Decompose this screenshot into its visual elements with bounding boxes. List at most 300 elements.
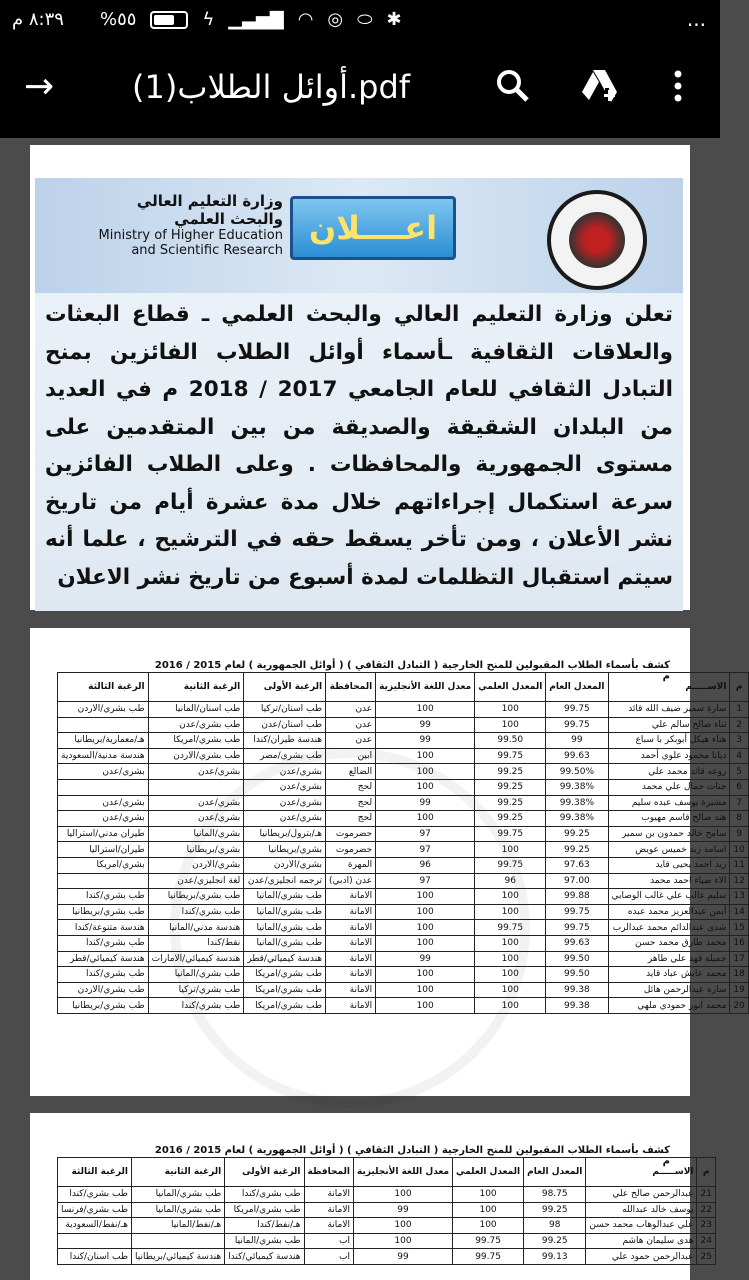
table-cell: طب بشري/امريكا <box>244 967 326 983</box>
table-cell: 99.38% <box>546 779 608 795</box>
table-cell: سامح خالد حمدون بن سمير <box>608 826 730 842</box>
table-cell: 100 <box>376 764 475 780</box>
column-header: الاســـــم <box>608 673 730 702</box>
table-cell: 100 <box>475 702 546 718</box>
table-cell: 7 <box>730 795 748 811</box>
table-cell: طب بشري/بريطانيا <box>58 904 149 920</box>
table-cell: 97.00 <box>546 873 608 889</box>
table-cell: 99.38% <box>546 811 608 827</box>
table-cell: 99.13 <box>524 1249 586 1265</box>
table-cell: 100 <box>376 748 475 764</box>
table-row <box>58 702 749 718</box>
table-cell: طب بشري/الاردن <box>148 748 244 764</box>
table-cell: المهرة <box>326 857 376 873</box>
table-cell: 99.38 <box>546 998 608 1014</box>
table-cell: جنات جمال علي محمد <box>608 779 730 795</box>
table-cell: 96 <box>376 857 475 873</box>
table-cell: 15 <box>730 920 748 936</box>
table-row <box>58 873 749 889</box>
table-cell: عدن <box>326 702 376 718</box>
table-cell: 97 <box>376 826 475 842</box>
table-cell: بشري/عدن <box>244 795 326 811</box>
table-row <box>58 904 749 920</box>
table-cell: طب اسنان/كندا <box>58 1249 132 1265</box>
table-cell: 100 <box>475 717 546 733</box>
table-row <box>58 717 749 733</box>
table-header-row <box>58 1158 716 1187</box>
table-cell: 6 <box>730 779 748 795</box>
announcement-banner <box>35 178 683 611</box>
table-cell: الامانة <box>326 935 376 951</box>
column-header: المحافظة <box>326 673 376 702</box>
wifi-icon: ◠ <box>297 9 314 30</box>
table-cell: 99.50% <box>546 764 608 780</box>
ministry-name-english-2: and Scientific Research <box>131 243 283 258</box>
table-cell: 24 <box>697 1233 715 1249</box>
table-cell: هندسة كيميائي/قطر <box>58 951 149 967</box>
table-row <box>58 811 749 827</box>
table-cell: طب بشري/المانيا <box>244 904 326 920</box>
table-cell: طب بشري/كندا <box>225 1187 304 1203</box>
table-cell: 17 <box>730 951 748 967</box>
column-header: الرغبة الأولى <box>225 1158 304 1187</box>
table-row <box>58 779 749 795</box>
table-cell: لحج <box>326 811 376 827</box>
table-cell: 100 <box>376 702 475 718</box>
table-cell: طيران مدني/استراليا <box>58 826 149 842</box>
table-row <box>58 1233 716 1249</box>
signal-icon: ▁▃▅▇ <box>228 9 284 30</box>
column-header: المحافظة <box>304 1158 353 1187</box>
table-cell: طب بشري/المانيا <box>244 920 326 936</box>
table-cell: 2 <box>730 717 748 733</box>
table-cell: 18 <box>730 967 748 983</box>
table-cell: 100 <box>376 998 475 1014</box>
table-cell: طب بشري/المانيا <box>148 967 244 983</box>
alarm-icon: ◎ <box>327 9 344 30</box>
table-cell: 4 <box>730 748 748 764</box>
table-cell <box>131 1233 224 1249</box>
table-cell: روعه قائد محمد علي <box>608 764 730 780</box>
app-bar <box>0 38 720 138</box>
table-cell: يوسف خالد عبدالله <box>586 1202 697 1218</box>
table-cell: طب بشري/تركيا <box>148 982 244 998</box>
table-cell <box>148 779 244 795</box>
table-cell: طب اسنان/تركيا <box>244 702 326 718</box>
table-header-row <box>58 673 749 702</box>
table-cell: طب بشري/كندا <box>58 967 149 983</box>
table-row <box>58 764 749 780</box>
table-cell: لغة انجليزي/عدن <box>148 873 244 889</box>
column-header: م <box>730 673 748 702</box>
table-cell: 25 <box>697 1249 715 1265</box>
table-cell: الاء ضياء احمد محمد <box>608 873 730 889</box>
table-row <box>58 1218 716 1234</box>
table-cell: طب بشري/المانيا <box>131 1187 224 1203</box>
table-cell: 20 <box>730 998 748 1014</box>
table-cell: طيران/استراليا <box>58 842 149 858</box>
table-cell: 100 <box>376 920 475 936</box>
table-cell: هـ/معمارية/بريطانيا <box>58 733 149 749</box>
table-cell: 100 <box>475 967 546 983</box>
table-cell: عدن <box>326 717 376 733</box>
table-cell: اب <box>304 1249 353 1265</box>
table-cell: هناء هيكل أبوبكر با سباع <box>608 733 730 749</box>
table-cell: 99.75 <box>546 920 608 936</box>
table-cell: زيد احمد يحيى قايد <box>608 857 730 873</box>
table-cell: 100 <box>376 811 475 827</box>
table-cell: اب <box>304 1233 353 1249</box>
table-cell: 99.38 <box>546 982 608 998</box>
table-cell: 99.25 <box>475 811 546 827</box>
table-row <box>58 842 749 858</box>
table-cell: بشري/المانيا <box>148 826 244 842</box>
table-cell: 98.75 <box>524 1187 586 1203</box>
table-row <box>58 748 749 764</box>
column-header: الرغبة الثانية <box>148 673 244 702</box>
table-cell: الامانة <box>326 967 376 983</box>
table-cell: 99 <box>376 717 475 733</box>
table-cell: بشري/عدن <box>244 764 326 780</box>
table-cell: 99.75 <box>453 1249 524 1265</box>
table-row <box>58 889 749 905</box>
table-cell: 100 <box>453 1187 524 1203</box>
battery-percent: %٥٥ <box>100 9 137 30</box>
table-cell: بشري/امريكا <box>58 857 149 873</box>
pdf-page-1[interactable] <box>30 145 690 610</box>
table-cell: 99.75 <box>475 826 546 842</box>
table-cell <box>58 873 149 889</box>
table-cell: حضرموت <box>326 826 376 842</box>
table-cell: طب بشري/بريطانيا <box>58 998 149 1014</box>
table-cell: لحج <box>326 795 376 811</box>
table-cell: 99.75 <box>475 748 546 764</box>
table-cell: الامانة <box>304 1218 353 1234</box>
table-cell: طب بشري/امريكا <box>148 733 244 749</box>
table-cell: 99 <box>376 795 475 811</box>
table-cell: طب بشري/فرنسا <box>58 1202 132 1218</box>
table-cell: طب بشري/امريكا <box>244 982 326 998</box>
table-cell: ترجمه انجليزي/عدن <box>244 873 326 889</box>
table-cell: هندسة متنوعة/كندا <box>58 920 149 936</box>
announcement-badge: اعــــلان <box>290 196 456 260</box>
column-header: معدل اللغة الأنجليزية <box>376 673 475 702</box>
table-cell <box>58 717 149 733</box>
table-cell: طب بشري/المانيا <box>244 935 326 951</box>
table-cell: الضالع <box>326 764 376 780</box>
bluetooth-icon: ✱ <box>386 9 402 30</box>
table-cell: 12 <box>730 873 748 889</box>
table-cell: علي عبدالوهاب محمد حسن <box>586 1218 697 1234</box>
table-row <box>58 826 749 842</box>
status-more: ... <box>686 7 706 31</box>
table-cell: الامانة <box>326 982 376 998</box>
table-cell: طب بشري/كندا <box>58 935 149 951</box>
table-cell: محمد عايش عباد قايد <box>608 967 730 983</box>
table-cell: 100 <box>453 1202 524 1218</box>
table-cell: ديانا محمود علوي أحمد <box>608 748 730 764</box>
table-cell: محمد انور حمودي ملهي <box>608 998 730 1014</box>
table-cell: هـ/نفط/السعودية <box>58 1218 132 1234</box>
table-cell: الامانة <box>304 1187 353 1203</box>
table-cell: 99.63 <box>546 935 608 951</box>
table-row <box>58 982 749 998</box>
table-row <box>58 998 749 1014</box>
table-cell: طب بشري/الاردن <box>58 702 149 718</box>
table-title: كشف بأسماء الطلاب المقبولين للمنح الخارجية ( التبادل الثقافي ) ( أوائل الجمهورية ) لعام 2015 / 2016 م <box>154 660 670 682</box>
table-title: كشف بأسماء الطلاب المقبولين للمنح الخارجية ( التبادل الثقافي ) ( أوائل الجمهورية ) لعام 2015 / 2016 م <box>154 1145 670 1167</box>
table-cell: عدن (ادبي) <box>326 873 376 889</box>
table-cell: بشري/عدن <box>244 779 326 795</box>
table-row <box>58 920 749 936</box>
table-cell: بشري/بريطانيا <box>148 842 244 858</box>
table-row <box>58 951 749 967</box>
table-cell: أيمن عبدالعزيز محمد عبده <box>608 904 730 920</box>
table-cell: هندسة كيميائي/الامارات <box>148 951 244 967</box>
table-cell: 16 <box>730 935 748 951</box>
table-cell: 100 <box>376 982 475 998</box>
table-cell: الامانة <box>326 904 376 920</box>
table-cell: طب بشري/بريطانيا <box>148 889 244 905</box>
table-cell: طب بشري/كندا <box>148 998 244 1014</box>
table-cell: 100 <box>376 889 475 905</box>
table-cell: طب بشري/المانيا <box>225 1233 304 1249</box>
table-cell: 99.25 <box>524 1233 586 1249</box>
table-cell: 99.50 <box>546 951 608 967</box>
table-cell: 99.75 <box>546 717 608 733</box>
table-cell: 99 <box>546 733 608 749</box>
table-cell: هندسة طيران/كندا <box>244 733 326 749</box>
table-cell: بشري/عدن <box>58 764 149 780</box>
table-cell: طب بشري/عدن <box>148 717 244 733</box>
status-bar <box>0 0 720 38</box>
table-cell: 100 <box>453 1218 524 1234</box>
table-cell: 10 <box>730 842 748 858</box>
ministry-name-english-1: Ministry of Higher Education <box>98 228 283 243</box>
table-cell: الامانة <box>304 1202 353 1218</box>
table-cell: 100 <box>475 982 546 998</box>
table-cell: 1 <box>730 702 748 718</box>
table-row <box>58 1249 716 1265</box>
toggle-icon: ⬭ <box>357 9 373 30</box>
column-header: المعدل العام <box>524 1158 586 1187</box>
table-cell: 100 <box>354 1218 453 1234</box>
column-header: الرغبة الثالثة <box>58 673 149 702</box>
table-cell: 99.25 <box>546 826 608 842</box>
table-cell: الامانة <box>326 998 376 1014</box>
table-cell: 99.38% <box>546 795 608 811</box>
table-cell: طب اسنان/المانيا <box>148 702 244 718</box>
table-cell: عدن <box>326 733 376 749</box>
table-cell: 100 <box>475 951 546 967</box>
table-cell: حضرموت <box>326 842 376 858</box>
table-cell: 100 <box>376 935 475 951</box>
document-title: أوائل الطلاب(1).pdf <box>132 68 411 106</box>
table-cell: بشري/عدن <box>148 811 244 827</box>
table-cell: بشري/عدن <box>148 764 244 780</box>
table-cell: طب اسنان/عدن <box>244 717 326 733</box>
table-cell: 99 <box>376 951 475 967</box>
table-cell: بشري/عدن <box>58 795 149 811</box>
table-cell: اسامة زيد خميس عويض <box>608 842 730 858</box>
table-row <box>58 733 749 749</box>
table-cell: هـ/نفط/المانيا <box>131 1218 224 1234</box>
drive-add-icon[interactable] <box>580 68 620 110</box>
table-cell: 100 <box>376 967 475 983</box>
table-cell: 100 <box>475 935 546 951</box>
table-cell: شدى عبدالدائم محمد عبدالرب <box>608 920 730 936</box>
table-cell: طب بشري/كندا <box>148 904 244 920</box>
table-cell: هندسة كيميائي/قطر <box>244 951 326 967</box>
table-cell: هندسة كيميائي/بريطانيا <box>131 1249 224 1265</box>
column-header: م <box>697 1158 715 1187</box>
table-cell: 99.25 <box>524 1202 586 1218</box>
pdf-page-2[interactable] <box>30 628 745 1096</box>
table-cell: بشري/الاردن <box>244 857 326 873</box>
table-cell: لحج <box>326 779 376 795</box>
table-cell <box>58 1233 132 1249</box>
table-cell: سليم غالب علي غالب الوصابي <box>608 889 730 905</box>
table-cell: 99.50 <box>475 733 546 749</box>
table-cell: 99 <box>376 733 475 749</box>
table-cell: طب بشري/امريكا <box>244 998 326 1014</box>
table-cell: 99 <box>354 1249 453 1265</box>
table-cell: مشيرة يوسف عبده سليم <box>608 795 730 811</box>
table-cell: 100 <box>475 842 546 858</box>
table-cell: هندسة كيميائي/كندا <box>225 1249 304 1265</box>
table-cell: طب بشري/امريكا <box>225 1202 304 1218</box>
table-cell: الامانة <box>326 920 376 936</box>
table-cell: هدى سليمان هاشم <box>586 1233 697 1249</box>
table-cell: بشري/عدن <box>244 811 326 827</box>
table-cell: ثناء صالح سالم علي <box>608 717 730 733</box>
table-cell: 99.25 <box>475 779 546 795</box>
column-header: الرغبة الأولى <box>244 673 326 702</box>
table-cell: 99.75 <box>546 702 608 718</box>
column-header: الاســـــم <box>586 1158 697 1187</box>
table-cell: سارة سمير ضيف الله قائد <box>608 702 730 718</box>
table-cell: 99.25 <box>475 795 546 811</box>
table-cell: بشري/الاردن <box>148 857 244 873</box>
table-cell: 13 <box>730 889 748 905</box>
table-cell: هـ/بترول/بريطانيا <box>244 826 326 842</box>
table-cell: 99.75 <box>475 920 546 936</box>
table-cell: 99.75 <box>475 857 546 873</box>
table-cell: جميلة فهد علي طاهر <box>608 951 730 967</box>
table-cell: 100 <box>475 904 546 920</box>
table-cell: طب بشري/كندا <box>58 889 149 905</box>
table-cell: هندسة مدنية/السعودية <box>58 748 149 764</box>
table-cell: 99.50 <box>546 967 608 983</box>
table-cell: 99.63 <box>546 748 608 764</box>
table-cell: طب بشري/الاردن <box>58 982 149 998</box>
table-cell: طب بشري/المانيا <box>131 1202 224 1218</box>
table-cell: 23 <box>697 1218 715 1234</box>
table-cell: عبدالرحمن حمود علي <box>586 1249 697 1265</box>
table-cell: 97 <box>376 873 475 889</box>
table-row <box>58 1202 716 1218</box>
table-row <box>58 967 749 983</box>
table-cell: 99.25 <box>546 842 608 858</box>
banner-header <box>35 178 683 293</box>
table-cell: 100 <box>475 889 546 905</box>
status-icons <box>100 9 402 30</box>
table-cell: هند صالح قاسم مهيوب <box>608 811 730 827</box>
table-row <box>58 1187 716 1203</box>
column-header: الرغبة الثالثة <box>58 1158 132 1187</box>
table-cell: 8 <box>730 811 748 827</box>
ministry-logo <box>547 190 647 290</box>
table-cell: 5 <box>730 764 748 780</box>
students-table <box>57 1157 716 1265</box>
search-icon[interactable] <box>495 68 531 110</box>
table-cell: 11 <box>730 857 748 873</box>
table-cell: 14 <box>730 904 748 920</box>
table-cell: 19 <box>730 982 748 998</box>
charging-icon: ϟ <box>202 9 215 30</box>
table-cell: بشري/عدن <box>58 811 149 827</box>
table-cell: 21 <box>697 1187 715 1203</box>
table-cell: 99 <box>354 1202 453 1218</box>
ministry-name <box>83 192 283 258</box>
students-table <box>57 672 749 1014</box>
status-time: ٨:٣٩ م <box>12 9 64 30</box>
more-vert-icon[interactable] <box>670 68 686 110</box>
table-cell: نفط/كندا <box>148 935 244 951</box>
table-cell: طب بشري/كندا <box>58 1187 132 1203</box>
table-cell: الامانة <box>326 951 376 967</box>
table-cell: ساره عبدالرحمن هائل <box>608 982 730 998</box>
table-cell <box>58 779 149 795</box>
table-cell: 9 <box>730 826 748 842</box>
table-cell: 22 <box>697 1202 715 1218</box>
table-cell: 3 <box>730 733 748 749</box>
table-cell: ابين <box>326 748 376 764</box>
table-cell: الامانة <box>326 889 376 905</box>
battery-icon <box>150 11 188 29</box>
table-cell: 100 <box>354 1233 453 1249</box>
table-cell: بشري/بريطانيا <box>244 842 326 858</box>
column-header: المعدل العام <box>546 673 608 702</box>
announcement-text: تعلن وزارة التعليم العالي والبحث العلمي ـ قطاع البعثات والعلاقات الثقافية ـأسماء أوائل الطلاب الفائزين بمنح التبادل الثقافي للعام الجامعي 2017 / 2018 م في العديد من البلدان الشقيقة والصديقة من بين المتقدمين على مستوى الجمهورية والمحافظات . وعلى الطلاب الفائزين سرعة استكمال إجراءاتهم خلال مدة عشرة أيام من تاريخ نشر الأعلان ، ومن تأخر يسقط حقه في الترشيح ، علما أنه سيتم استقبال التظلمات لمدة أسبوع من تاريخ نشر الاعلان <box>45 302 673 590</box>
table-cell: 100 <box>354 1187 453 1203</box>
table-cell: هندسة مدني/المانيا <box>148 920 244 936</box>
table-cell: عبدالرحمن صالح علي <box>586 1187 697 1203</box>
table-cell: 97.63 <box>546 857 608 873</box>
pdf-page-3[interactable] <box>30 1113 712 1280</box>
table-cell: 99.88 <box>546 889 608 905</box>
table-cell: طب بشري/مصر <box>244 748 326 764</box>
table-cell: 100 <box>376 779 475 795</box>
table-cell: طب بشري/المانيا <box>244 889 326 905</box>
ministry-name-arabic: وزارة التعليم العالي والبحث العلمي <box>136 192 283 228</box>
arrow-forward-icon[interactable]: → <box>24 66 55 107</box>
table-cell: 100 <box>475 998 546 1014</box>
column-header: الرغبة الثانية <box>131 1158 224 1187</box>
column-header: معدل اللغة الأنجليزية <box>354 1158 453 1187</box>
table-cell: 99.25 <box>475 764 546 780</box>
table-row <box>58 935 749 951</box>
table-cell: 96 <box>475 873 546 889</box>
table-cell: 99.75 <box>546 904 608 920</box>
table-cell: هـ/نفط/كندا <box>225 1218 304 1234</box>
table-cell: 100 <box>376 904 475 920</box>
table-cell: 99.75 <box>453 1233 524 1249</box>
table-cell: بشري/عدن <box>148 795 244 811</box>
table-row <box>58 795 749 811</box>
table-row <box>58 857 749 873</box>
table-cell: محمد طارق محمد حسن <box>608 935 730 951</box>
